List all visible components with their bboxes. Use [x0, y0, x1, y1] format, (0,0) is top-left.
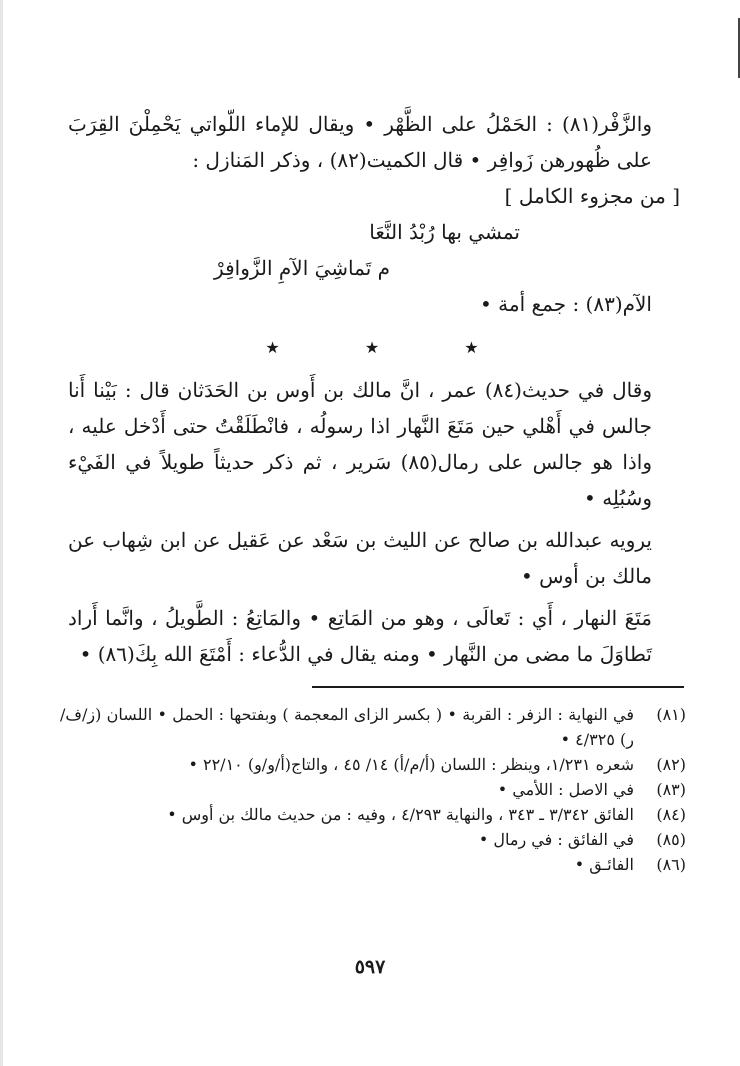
gloss-aam: الآم(٨٣) : جمع أمة •	[480, 292, 652, 316]
paragraph-zafr: والزَّفْر(٨١) : الحَمْلُ على الظَّهْر • ويقال للإماء اللّواتي يَحْمِلْنَ القِرَبَ على ظُهورهن زَوافِر • قال الكميت(٨٢) ، وذكر المَنازل :	[68, 112, 652, 172]
footnote-number: (٨٦)	[656, 855, 686, 874]
footnote-text: الفائق ٣/٣٤٢ ـ ٣٤٣ ، والنهاية ٤/٢٩٣ ، وفيه : من حديث مالك بن أوس •	[167, 805, 634, 824]
footnote	[60, 827, 686, 852]
section-divider-stars: ★ ★ ★	[265, 338, 519, 357]
footnote	[60, 802, 686, 827]
footnote-text: في الفائق : في رمال •	[478, 830, 634, 849]
footnote	[60, 702, 686, 752]
footnote-number: (٨٣)	[656, 780, 686, 799]
footnote-text: شعره ١/٢٣١، وينظر : اللسان (أ/م/أ) ١٤/ ٤٥ ، والتاج(أ/و/و) ٢٢/١٠ •	[188, 755, 634, 774]
footnote	[60, 852, 686, 877]
margin-mark	[732, 18, 740, 78]
footnote-text: في الاصل : اللأمي •	[497, 780, 634, 799]
footnote-text: في النهاية : الزفر : القربة • ( بكسر الزاى المعجمة ) وبفتحها : الحمل • اللسان (ز/ف/ر) ٤/٣٢٥ •	[60, 705, 634, 749]
footnote-number: (٨٤)	[656, 805, 686, 824]
verse-hemistich-1: تمشي بها رُبْدُ النَّعَا	[369, 220, 520, 244]
verse-hemistich-2: م تَماشِيَ الآمِ الزَّوافِرْ	[214, 256, 390, 280]
paragraph-explanation: مَتَعَ النهار ، أَي : تَعالَى ، وهو من المَاتِع • والمَاتِعُ : الطَّويلُ ، وانَّما أَراد تَطاوَلَ ما مضى من النَّهار • ومنه يقال في الدُّعاء : أَمْتَعَ الله بِكَ(٨٦) •	[68, 606, 652, 666]
paragraph-hadith: وقال في حديث(٨٤) عمر ، انَّ مالك بن أَوس بن الحَدَثان قال : بَيْنا أَنا جالس في أَهْلي حين مَتَعَ النَّهار اذا رسولُه ، فانْطَلَقْتُ حتى أَدْخل عليه ، واذا هو جالس على رمال(٨٥) سَرير ، ثم ذكر حديثاً طويلاً في الفَيْء وسُبُلِه •	[68, 378, 653, 510]
main-text	[68, 106, 680, 672]
footnotes	[60, 702, 686, 877]
paragraph-isnad: يرويه عبدالله بن صالح عن الليث بن سَعْد عن عَقيل عن ابن شِهاب عن مالك بن أوس •	[68, 528, 652, 588]
footnote	[60, 752, 686, 777]
scan-edge	[0, 0, 3, 1066]
page-number: ٥٩٧	[354, 956, 386, 978]
meter-label: [ من مجزوء الكامل ]	[504, 184, 680, 208]
footnote	[60, 777, 686, 802]
footnote-number: (٨١)	[656, 705, 686, 724]
footnote-number: (٨٥)	[656, 830, 686, 849]
footnote-number: (٨٢)	[656, 755, 686, 774]
footnote-text: الفائـق •	[574, 855, 634, 874]
footnote-separator	[312, 686, 684, 688]
